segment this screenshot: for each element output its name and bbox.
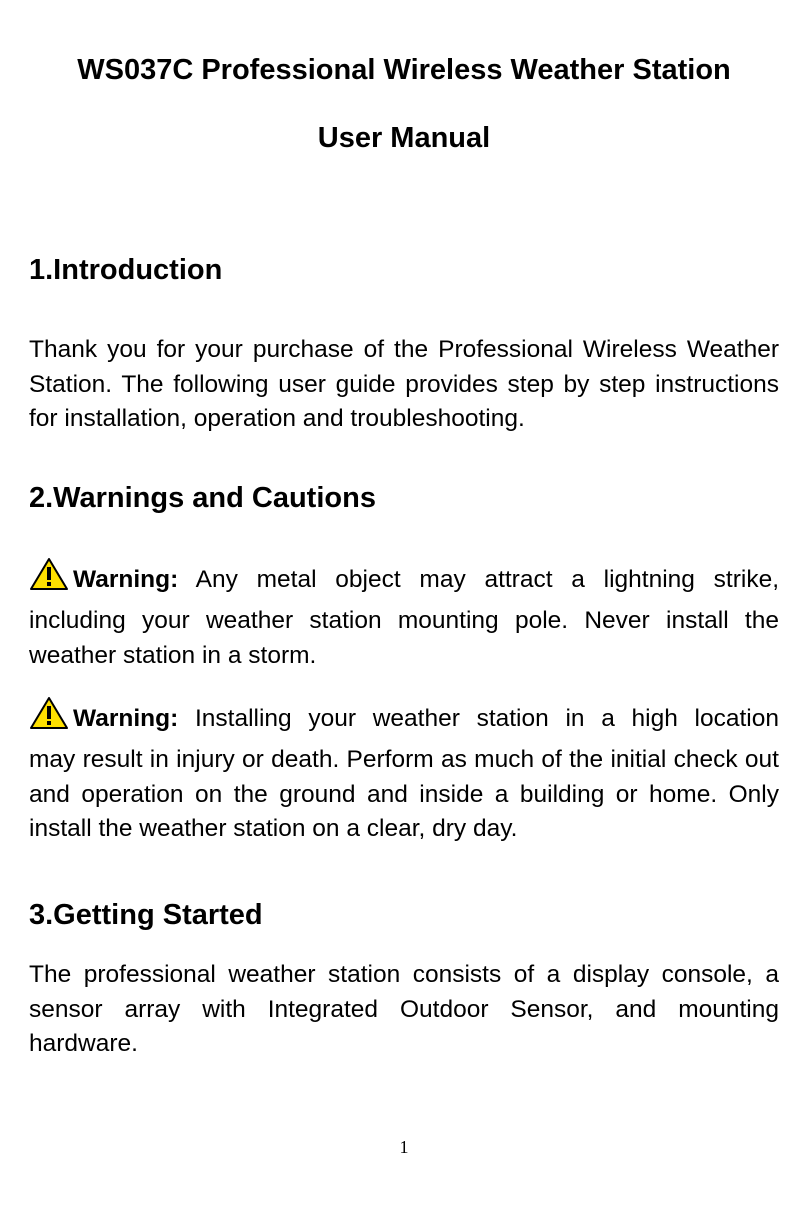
warning-text-continued: including your weather station mounting pole. Never install the weather station in a storm.: [29, 607, 779, 669]
introduction-paragraph: Thank you for your purchase of the Professional Wireless Weather Station. The following user guide provides step by step instructions for installation, operation and troubleshooting.: [29, 336, 779, 432]
warning-item: [29, 556, 779, 673]
warning-first-line: [29, 695, 779, 743]
document-subtitle: User Manual: [317, 122, 491, 154]
page-number: 1: [399, 1137, 409, 1157]
warning-item: [29, 695, 779, 847]
getting-started-paragraph: The professional weather station consists of a display console, a sensor array with Integrated Outdoor Sensor, and mounting hardware.: [29, 961, 779, 1057]
warning-text-first-line: Any metal object may attract a lightning strike,: [195, 566, 779, 593]
section-heading-introduction: 1.Introduction: [29, 254, 223, 286]
warning-label: Warning:: [73, 705, 179, 732]
section-heading-warnings: 2.Warnings and Cautions: [29, 482, 376, 514]
warning-triangle-icon: [29, 557, 69, 591]
document-title: WS037C Professional Wireless Weather Station: [77, 54, 731, 86]
warning-triangle-icon: [29, 696, 69, 730]
warning-text-first-line: Installing your weather station in a high location: [194, 705, 779, 732]
warning-first-line: [29, 556, 779, 604]
warning-label: Warning:: [73, 566, 179, 593]
warning-text-continued: may result in injury or death. Perform as much of the initial check out and operation on the ground and inside a building or home. Only install the weather station on a clear, dry day.: [29, 746, 779, 842]
section-heading-getting-started: 3.Getting Started: [29, 899, 263, 931]
